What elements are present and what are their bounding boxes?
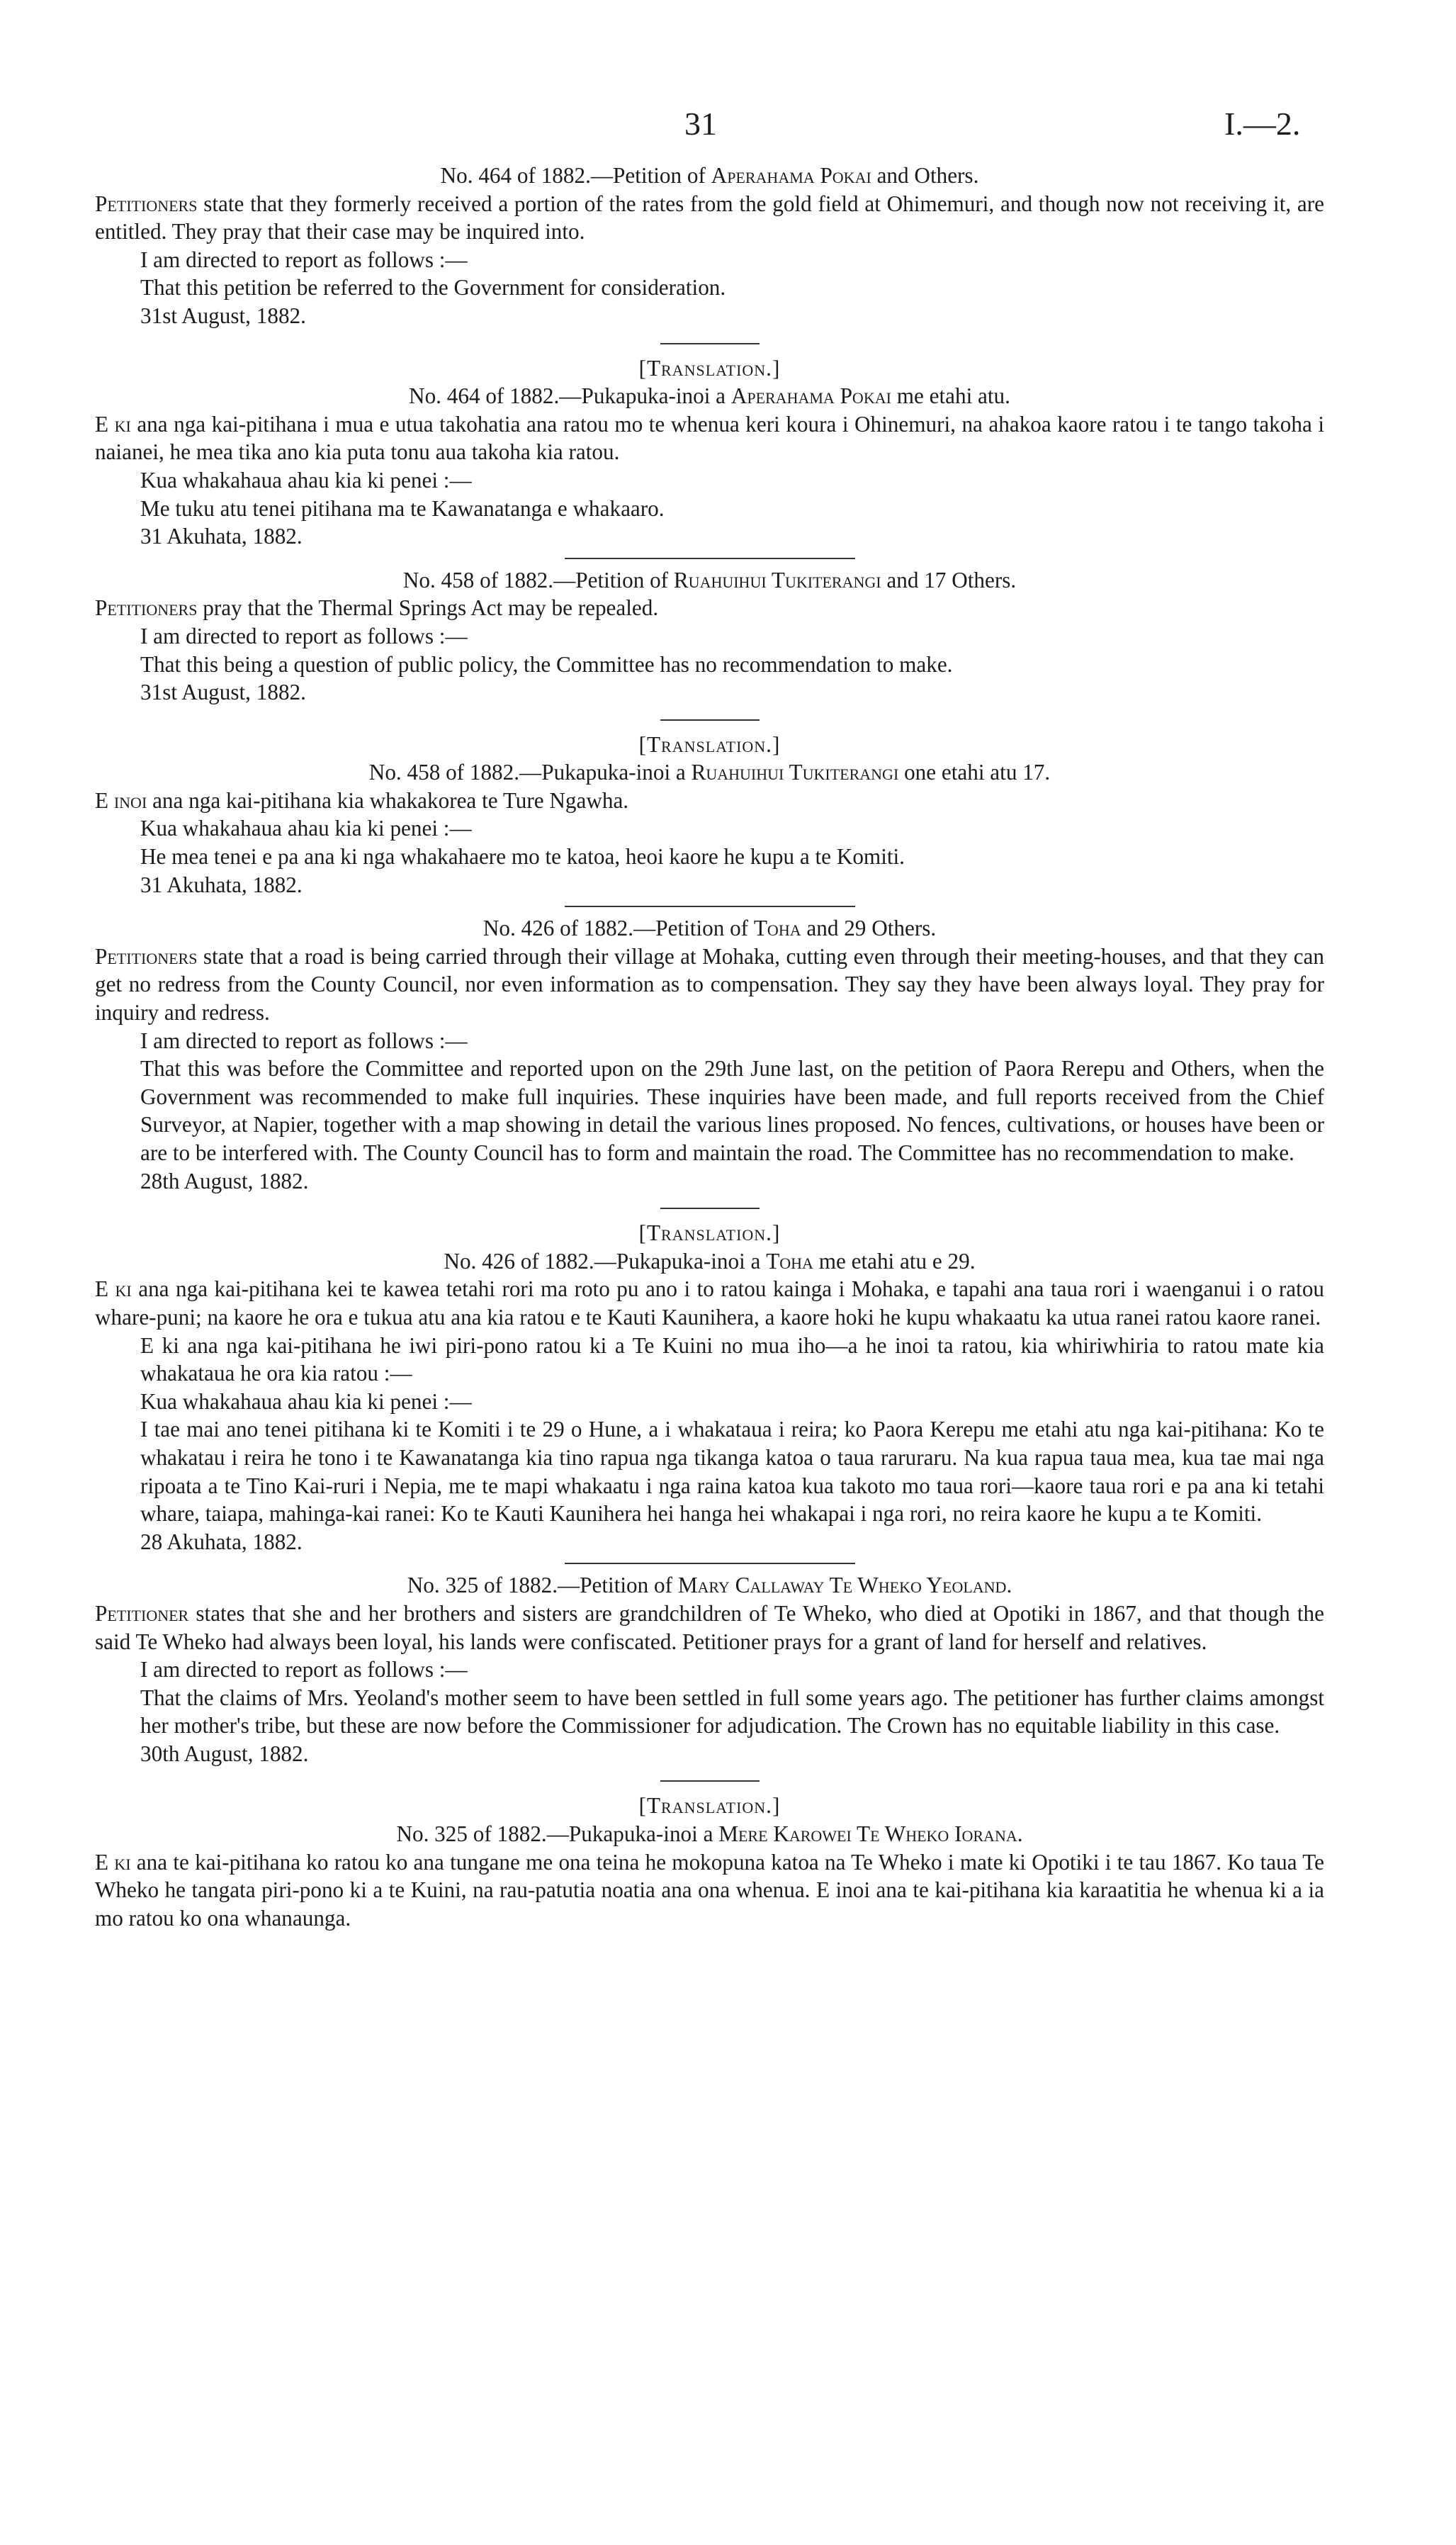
report-date: 28th August, 1882.	[140, 1168, 309, 1193]
petition-body: Petitioners state that they formerly received a portion of the rates from the gold field at Ohimemuri, and though now not receiving it, are entitled. They pray that their case may be inquired into.	[95, 191, 1324, 245]
divider	[565, 906, 855, 907]
petition-heading: No. 426 of 1882.—Petition of Toha and 29 Others.	[482, 916, 937, 941]
committee-report: He mea tenei e pa ana ki nga whakahaere mo te katoa, heoi kaore he kupu a te Komiti.	[140, 844, 905, 870]
report-date: 31st August, 1882.	[140, 303, 306, 328]
report-intro: Kua whakahaua ahau kia ki penei :—	[140, 816, 472, 841]
petition-body: Petitioner states that she and her brothers and sisters are grandchildren of Te Wheko, who died at Opotiki in 1867, and that though the said Te Wheko had always been loyal, his lands were confiscated. Petitioner prays for a grant of land for herself and relatives.	[95, 1600, 1324, 1654]
petition-body: E inoi ana nga kai-pitihana kia whakakorea te Ture Ngawha.	[95, 787, 629, 813]
report-date: 31 Akuhata, 1882.	[140, 872, 303, 897]
petition-heading: No. 426 of 1882.—Pukapuka-inoi a Toha me etahi atu e 29.	[444, 1248, 976, 1274]
petitions-content	[95, 162, 1324, 1932]
translation-label: [Translation.]	[638, 1220, 781, 1246]
page-number: 31	[684, 106, 717, 142]
divider	[565, 1563, 855, 1564]
translation-section	[95, 354, 1324, 551]
petition-heading: No. 458 of 1882.—Pukapuka-inoi a Ruahuihui Tukiterangi one etahi atu 17.	[368, 760, 1051, 785]
report-intro: Kua whakahaua ahau kia ki penei :—	[140, 1388, 472, 1414]
petition-body: E ki ana nga kai-pitihana i mua e utua takohatia ana ratou mo te whenua keri koura i Ohinemuri, na ahakoa kaore ratou i te tango takoha i naianei, he mea tika ano kia puta tonu aua takoha kia ratou.	[95, 411, 1324, 465]
committee-report: That this was before the Committee and reported upon on the 29th June last, on the petition of Paora Rerepu and Others, when the Government was recommended to make full inquiries. These inquiries have been made, and full reports received from the Chief Surveyor, at Napier, together with a map showing in detail the various lines proposed. No fences, cultivations, or houses have been or are to be interfered with. The County Council has to form and maintain the road. The Committee has no recommendation to make.	[140, 1056, 1324, 1165]
committee-report: Me tuku atu tenei pitihana ma te Kawanatanga e whakaaro.	[140, 495, 665, 521]
committee-report: That this being a question of public policy, the Committee has no recommendation to make.	[140, 651, 953, 677]
committee-report: That the claims of Mrs. Yeoland's mother seem to have been settled in full some years ago. The petitioner has further claims amongst her mother's tribe, but these are now before the Commissioner for adjudication. The Crown has no equitable liability in this case.	[140, 1685, 1324, 1738]
report-intro: I am directed to report as follows :—	[140, 247, 468, 272]
committee-report: I tae mai ano tenei pitihana ki te Komiti i te 29 o Hune, a i whakataua i reira; ko Paora Kerepu me etahi atu nga kai-pitihana: Ko te whakatau i reira he tono i te Kawanatanga kia tino rapua nga tikanga katoa o taua raruraru. Na kua rapua taua mea, kua tae mai nga ripoata a te Tino Kai-ruri i Nepia, me te mapi whakaatu i nga raina katoa kua takoto mo taua rori—kaore taua rori e pa ana ki tetahi whare, taiapa, mahinga-kai ranei: Ko te Kauti Kaunihera hei hanga hei whakapai i nga rori, no reira kaore he kupu a te Komiti.	[140, 1417, 1324, 1527]
petition-section	[95, 162, 1324, 330]
translation-section	[95, 1219, 1324, 1556]
petition-body: E ki ana nga kai-pitihana kei te kawea tetahi rori ma roto pu ano i to ratou kainga i Mohaka, e tapahi ana taua rori i waenganui i o ratou whare-puni; na kaore he ora e tukua atu ana kia ratou e te Kauti Kaunihera, a kaore hoki he kupu whakaatu ka utua ranei ratou kaore ranei.	[95, 1276, 1325, 1330]
paper-reference: I.—2.	[1224, 106, 1301, 142]
petition-body: Petitioners pray that the Thermal Springs Act may be repealed.	[95, 595, 659, 621]
report-intro: Kua whakahaua ahau kia ki penei :—	[140, 467, 472, 493]
translation-section	[95, 1792, 1324, 1932]
report-date: 30th August, 1882.	[140, 1741, 309, 1766]
report-date: 28 Akuhata, 1882.	[140, 1529, 303, 1554]
petition-heading: No. 464 of 1882.—Pukapuka-inoi a Aperahama Pokai me etahi atu.	[409, 383, 1010, 409]
committee-report: That this petition be referred to the Government for consideration.	[140, 275, 726, 300]
translation-label: [Translation.]	[638, 1793, 781, 1819]
petition-heading: No. 458 of 1882.—Petition of Ruahuihui Tukiterangi and 17 Others.	[402, 567, 1017, 592]
translation-section	[95, 731, 1324, 899]
petition-section	[95, 914, 1324, 1195]
petition-section	[95, 1571, 1324, 1768]
divider	[660, 1208, 760, 1209]
petition-section	[95, 566, 1324, 707]
divider	[660, 343, 760, 344]
petition-body-continued: E ki ana nga kai-pitihana he iwi piri-pono ratou ki a Te Kuini no mua iho—a he inoi ta ratou, kia whiriwhiria to ratou mate kia whakataua he ora kia ratou :—	[140, 1332, 1324, 1386]
report-date: 31 Akuhata, 1882.	[140, 524, 303, 549]
petition-body: Petitioners state that a road is being carried through their village at Mohaka, cutting even through their meeting-houses, and that they can get no redress from the County Council, nor even information as to compensation. They say they have been always loyal. They pray for inquiry and redress.	[95, 943, 1324, 1026]
petition-heading: No. 325 of 1882.—Pukapuka-inoi a Mere Karowei Te Wheko Iorana.	[396, 1821, 1023, 1847]
divider	[660, 719, 760, 721]
divider	[660, 1780, 760, 1782]
report-date: 31st August, 1882.	[140, 680, 306, 705]
report-intro: I am directed to report as follows :—	[140, 623, 468, 648]
report-intro: I am directed to report as follows :—	[140, 1028, 468, 1053]
translation-label: [Translation.]	[638, 355, 781, 381]
petition-body: E ki ana te kai-pitihana ko ratou ko ana tungane me ona teina he mokopuna katoa na Te Wheko i mate ki Opotiki i te tau 1867. Ko taua Te Wheko he tangata piri-pono ki a te Kuini, na rau-patutia noatia ana ona whenua. E inoi ana te kai-pitihana kia karaatitia he whenua ki a ia mo ratou ko ona whanaunga.	[95, 1849, 1325, 1931]
report-intro: I am directed to report as follows :—	[140, 1657, 468, 1682]
divider	[565, 558, 855, 559]
petition-heading: No. 464 of 1882.—Petition of Aperahama Pokai and Others.	[440, 163, 979, 188]
translation-label: [Translation.]	[638, 731, 781, 757]
petition-heading: No. 325 of 1882.—Petition of Mary Callaway Te Wheko Yeoland.	[407, 1573, 1012, 1598]
